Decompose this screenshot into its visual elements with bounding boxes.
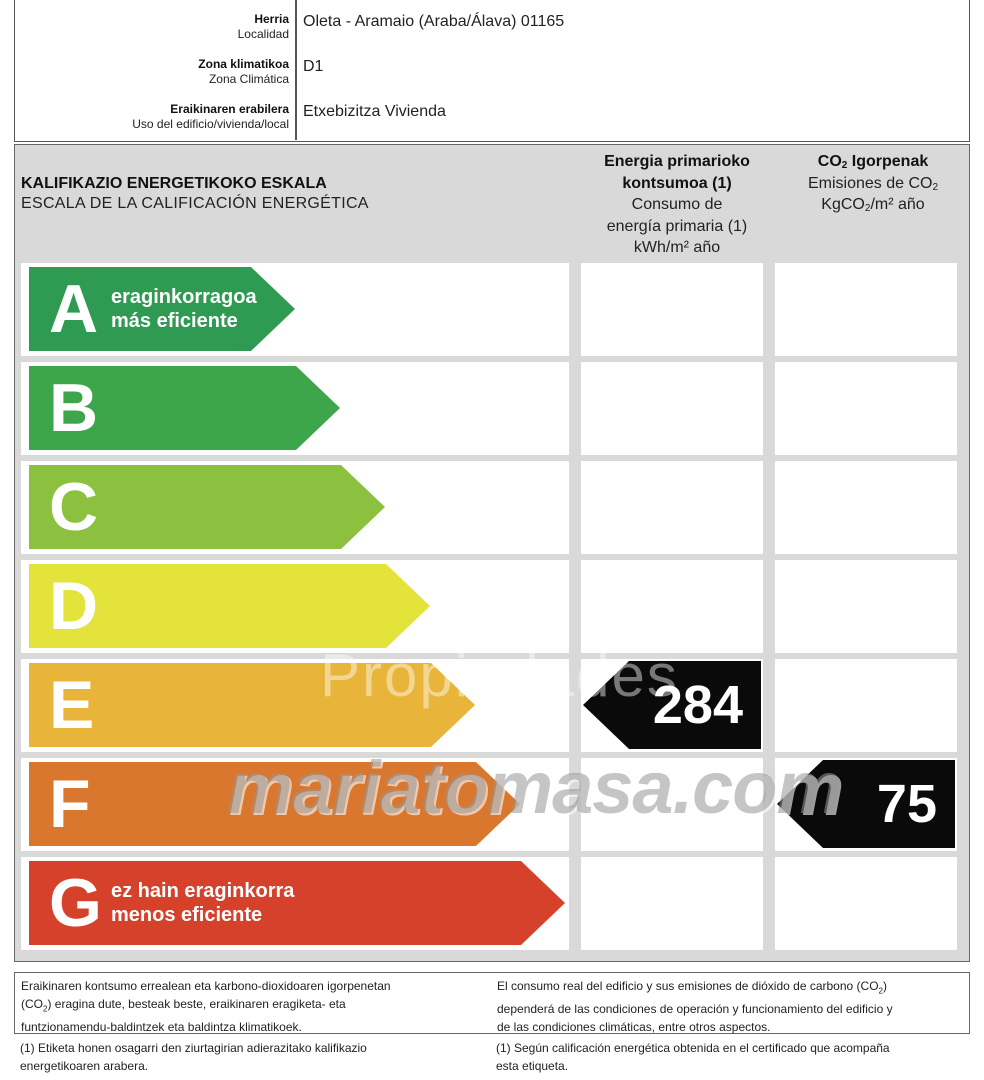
note-es-line2: dependerá de las condiciones de operación y funcionamiento del edificio y [497,1002,893,1017]
locality-label-es: Localidad [237,27,289,41]
locality-row [15,8,969,54]
climate-zone-row [15,53,969,99]
footnote-es-line2: esta etiqueta. [496,1059,569,1073]
note-es [497,977,893,1036]
building-use-value: Etxebizitza Vivienda [303,103,446,120]
co2-cell [775,362,957,455]
note-es-line1: El consumo real del edificio y sus emisiones de dióxido de carbono $(CO_2)$ [497,979,887,996]
energy-header-line2: kontsumoa (1) [622,174,732,192]
rating-desc-eu: eraginkorragoa [111,286,257,308]
rating-arrow-d [29,564,430,648]
rating-letter: C [49,469,99,545]
energy-header-line3: Consumo de [631,196,723,213]
energy-cell [581,560,763,653]
rating-letter: D [49,568,99,644]
energy-column-header [575,151,779,259]
energy-cell [581,461,763,554]
co2-header-line3: KgCO$_2$/m² año [821,196,925,214]
rating-desc-es: más eficiente [111,310,238,332]
energy-header-line4: energía primaria (1) [606,217,748,235]
locality-value: Oleta - Aramaio (Araba/Álava) 01165 [303,13,565,30]
rating-letter: F [49,766,91,842]
footnote-eu [20,1039,367,1075]
climate-zone-label [15,57,289,87]
building-use-label-es: Uso del edificio/vivienda/local [132,117,289,131]
note-eu-line2: $(CO_2)$ eragina dute, besteak beste, eraikinaren eragiketa- eta [21,997,346,1014]
rating-letter: A [49,271,99,347]
footnote-eu-line1: (1) Etiketa honen osagarri den ziurtagirian adierazitako kalifikazio [20,1041,367,1055]
energy-cell [581,857,763,950]
energy-cell [581,263,763,356]
rating-desc-es: menos eficiente [111,904,263,926]
note-eu-line1: Eraikinaren kontsumo errealean eta karbono-dioxidoaren igorpenetan [21,979,391,993]
energy-header-line5: kWh/m² año [633,239,721,256]
info-block [14,0,970,142]
co2-column-header [775,151,971,216]
climate-zone-label-es: Zona Climática [208,72,289,86]
co2-header-line2: Emisiones de $CO_2$ [807,174,939,193]
energy-cell [581,362,763,455]
note-eu [21,977,391,1036]
scale-title-es: ESCALA DE LA CALIFICACIÓN ENERGÉTICA [21,195,369,212]
locality-label [15,12,289,42]
rating-arrow-b [29,366,340,450]
co2-header-line1: $CO_2$ Igorpenak [817,153,929,171]
rating-letter: B [49,370,99,446]
building-use-label [15,102,289,132]
rating-desc-eu: ez hain eraginkorra [111,880,295,902]
footnote-eu-line2: energetikoaren arabera. [20,1059,149,1073]
rating-arrow-g [29,861,565,945]
locality-label-eu: Herria [254,12,289,26]
notes-box [14,972,970,1034]
co2-cell [775,857,957,950]
building-use-label-eu: Eraikinaren erabilera [170,102,289,116]
rating-letter: E [49,667,95,743]
co2-cell [775,659,957,752]
footnote-es [496,1039,890,1075]
co2-cell [775,461,957,554]
rating-value: 75 [876,774,937,834]
rating-value: 284 [652,675,743,735]
note-es-line3: de las condiciones climáticas, entre otros aspectos. [497,1020,771,1035]
watermark-line2: mariatomasa.com [227,746,842,829]
rating-arrow-a [29,267,295,351]
rating-arrow-shape [29,861,565,945]
watermark-line1: Propiedades [320,642,679,709]
rating-arrow-c [29,465,385,549]
footnote-es-line1: (1) Según calificación energética obtenida en el certificado que acompaña [496,1041,890,1055]
rating-letter: G [49,865,102,941]
note-eu-line3: funtzionamendu-baldintzek eta baldintza klimatikoek. [21,1020,302,1035]
energy-scale-panel [14,144,970,962]
scale-title-eu: KALIFIKAZIO ENERGETIKOKO ESKALA [21,175,327,192]
climate-zone-label-eu: Zona klimatikoa [198,57,289,71]
scale-title [21,174,369,214]
co2-cell [775,560,957,653]
climate-zone-value: D1 [303,58,324,75]
building-use-row [15,98,969,144]
co2-cell [775,263,957,356]
energy-header-line1: Energia primarioko [604,153,750,170]
